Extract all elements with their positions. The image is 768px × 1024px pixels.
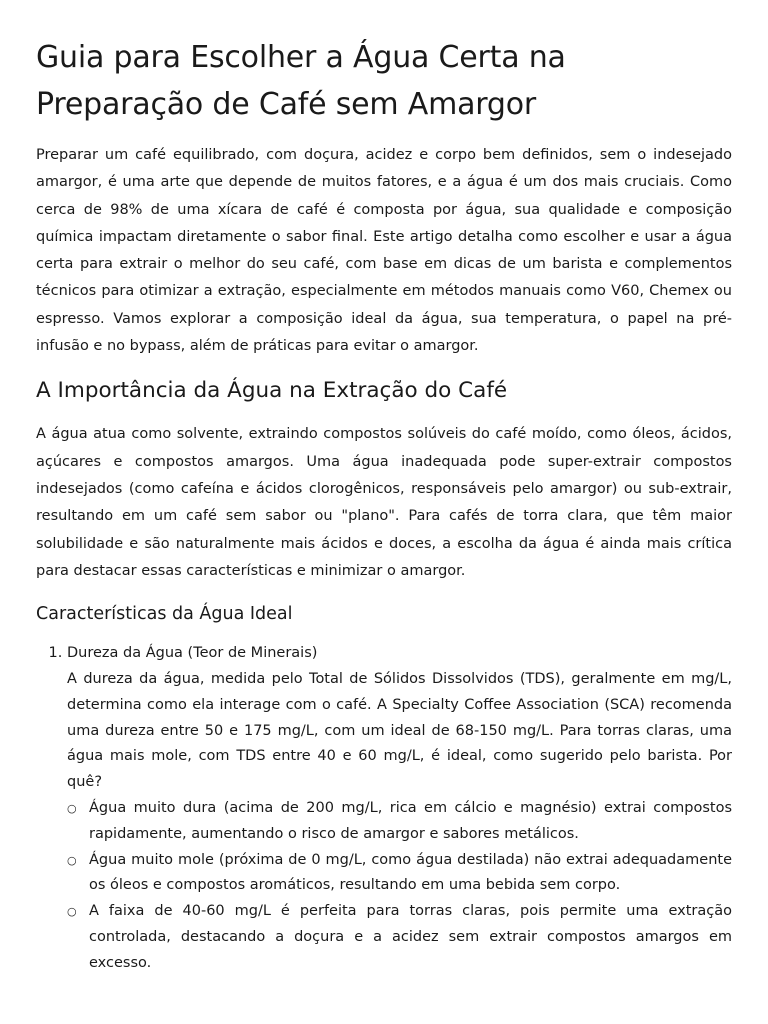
sub-list-item [67,796,732,848]
sub-list-item [67,848,732,900]
section-heading-importance: A Importância da Água na Extração do Café [36,378,508,404]
hollow-circle-bullet-icon: ○ [67,853,77,867]
page-title: Guia para Escolher a Água Certa na Preparação de Café sem Amargor [36,40,566,122]
sub-list-item-text: Água muito mole (próxima de 0 mg/L, como água destilada) não extrai adequadamente os óleos e compostos aromáticos, resultando em uma bebida sem corpo. [89,851,732,894]
sub-list-item-text: A faixa de 40-60 mg/L é perfeita para torras claras, pois permite uma extração controlada, destacando a doçura e a acidez sem extrair compostos amargos em excesso. [89,903,732,971]
list-item-title: 1. Dureza da Água (Teor de Minerais) [67,645,318,662]
sub-list [67,796,732,977]
intro-paragraph: Preparar um café equilibrado, com doçura, acidez e corpo bem definidos, sem o indesejado amargor, é uma arte que depende de muitos fatores, e a água é um dos mais cruciais. Como cerca de 98% de uma xícara de café é composta por água, sua qualidade e composição química impactam diretamente o sabor final. Este artigo detalha como escolher e usar a água certa para extrair o melhor do seu café, com base em dicas de um barista e complementos técnicos para otimizar a extração, especialmente em métodos manuais como V60, Chemex ou espresso. Vamos explorar a composição ideal da água, sua temperatura, o papel na pré-infusão e no bypass, além de práticas para evitar o amargor. [36,147,732,355]
list-item-hardness [67,641,732,976]
section-heading-characteristics: Características da Água Ideal [36,604,293,625]
list-item-body: A dureza da água, medida pelo Total de Sólidos Dissolvidos (TDS), geralmente em mg/L, determina como ela interage com o café. A Specialty Coffee Association (SCA) recomenda uma dureza entre 50 e 175 mg/L, com um ideal de 68-150 mg/L. Para torras claras, uma água mais mole, com TDS entre 40 e 60 mg/L, é ideal, como sugerido pelo barista. Por quê? [67,670,732,791]
hollow-circle-bullet-icon: ○ [67,905,77,919]
characteristics-list [36,641,732,976]
hollow-circle-bullet-icon: ○ [67,801,77,815]
importance-paragraph: A água atua como solvente, extraindo compostos solúveis do café moído, como óleos, ácidos, açúcares e compostos amargos. Uma água inadequada pode super-extrair compostos indesejados (como cafeína e ácidos clorogênicos, responsáveis pelo amargor) ou sub-extrair, resultando em um café sem sabor ou "plano". Para cafés de torra clara, que têm maior solubilidade e são naturalmente mais ácidos e doces, a escolha da água é ainda mais crítica para destacar essas características e minimizar o amargor. [36,426,732,579]
sub-list-item-text: Água muito dura (acima de 200 mg/L, rica em cálcio e magnésio) extrai compostos rapidamente, aumentando o risco de amargor e sabores metálicos. [89,799,732,842]
sub-list-item [67,899,732,976]
